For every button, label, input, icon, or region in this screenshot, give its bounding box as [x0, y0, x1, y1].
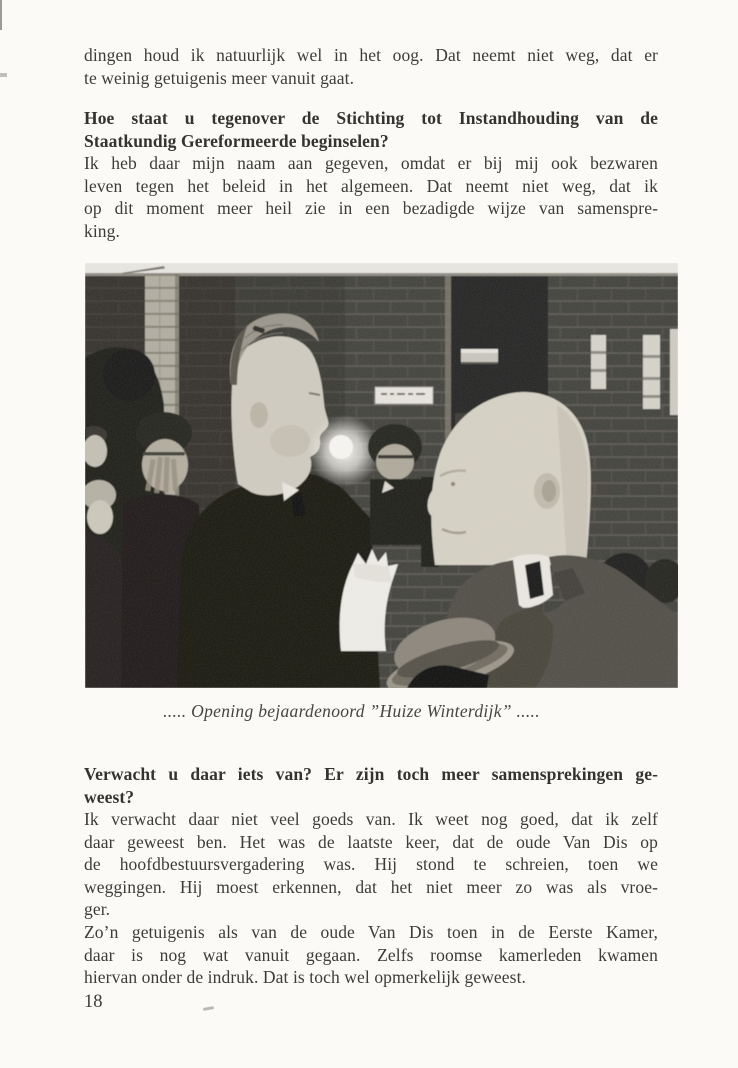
- text-line: Hoe staat u tegenover de Stichting tot Instandhouding van de: [84, 108, 658, 128]
- text-line: hiervan onder de indruk. Dat is toch wel opmerkelijk geweest.: [84, 967, 527, 988]
- text-line: te weinig getuigenis meer vanuit gaat.: [84, 67, 355, 88]
- text-line: king.: [84, 220, 120, 241]
- text-line: daar is nog wat vanuit gegaan. Zelfs roomse kamerleden kwamen: [84, 944, 658, 965]
- text-line: leven tegen het beleid in het algemeen. Dat neemt niet weg, dat ik: [84, 175, 658, 196]
- page-number: 18: [84, 992, 103, 1012]
- scan-artifact-tick: [0, 73, 7, 77]
- photograph: [85, 263, 678, 722]
- text-line: ger.: [84, 899, 111, 920]
- paragraph-intro: [84, 44, 658, 89]
- interview-question-2: [84, 763, 658, 808]
- text-line: de hoofdbestuursvergadering was. Hij stond te schreien, toen we: [84, 854, 658, 875]
- interview-question-1: [84, 107, 658, 152]
- text-line: daar geweest ben. Het was de laatste keer, dat de oude Van Dis op: [84, 831, 658, 852]
- scan-artifact-edge: [0, 0, 2, 30]
- text-line: op dit moment meer heil zie in een bezadigde wijze van samenspre-: [84, 198, 658, 219]
- text-line: weest?: [84, 786, 135, 807]
- photo-caption: ..... Opening bejaardenoord ”Huize Winterdijk” .....: [163, 701, 540, 721]
- text-line: Ik verwacht daar niet veel goeds van. Ik weet nog goed, dat ik zelf: [84, 809, 658, 829]
- interview-answer-1: [84, 152, 658, 242]
- interview-answer-2-continued: [84, 921, 658, 989]
- interview-answer-2: [84, 808, 658, 921]
- scan-artifact-smudge: [203, 1006, 214, 1011]
- text-line: Zo’n getuigenis als van de oude Van Dis toen in de Eerste Kamer,: [84, 922, 658, 942]
- photo-image: [85, 263, 678, 688]
- text-line: Ik heb daar mijn naam aan gegeven, omdat er bij mij ook bezwaren: [84, 153, 658, 173]
- text-line: Verwacht u daar iets van? Er zijn toch meer samensprekingen ge-: [84, 764, 658, 784]
- text-line: Staatkundig Gereformeerde beginselen?: [84, 130, 389, 151]
- text-line: dingen houd ik natuurlijk wel in het oog. Dat neemt niet weg, dat er: [84, 45, 658, 65]
- text-line: weggingen. Hij moest erkennen, dat het niet meer zo was als vroe-: [84, 876, 658, 897]
